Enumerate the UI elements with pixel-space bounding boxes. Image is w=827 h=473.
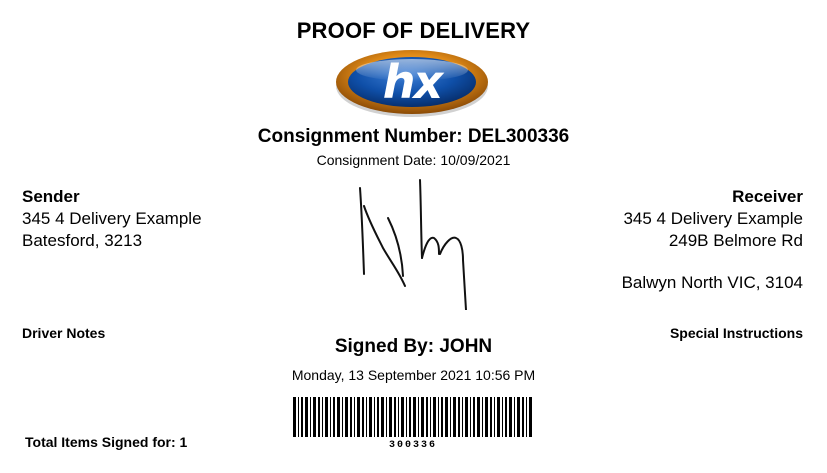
signed-datetime: Monday, 13 September 2021 10:56 PM — [291, 367, 536, 383]
receiver-label: Receiver — [732, 187, 803, 206]
logo-text: hx — [382, 55, 442, 109]
consignment-number: Consignment Number: DEL300336 — [257, 126, 570, 147]
document-title: PROOF OF DELIVERY — [296, 18, 531, 43]
signed-by: Signed By: JOHN — [334, 336, 493, 357]
receiver-address-line3: Balwyn North VIC, 3104 — [621, 273, 803, 292]
signature-image — [355, 176, 475, 310]
sender-address-line2: Batesford, 3213 — [22, 231, 143, 250]
barcode — [293, 397, 533, 437]
sender-label: Sender — [22, 187, 80, 206]
barcode-number: 300336 — [388, 440, 437, 451]
driver-notes-label: Driver Notes — [22, 325, 106, 341]
receiver-address-line2: 249B Belmore Rd — [668, 231, 803, 250]
special-instructions-label: Special Instructions — [669, 325, 803, 341]
sender-address-line1: 345 4 Delivery Example — [22, 209, 202, 228]
consignment-date: Consignment Date: 10/09/2021 — [316, 152, 511, 168]
total-items-signed: Total Items Signed for: 1 — [25, 434, 188, 450]
receiver-address-line1: 345 4 Delivery Example — [623, 209, 803, 228]
